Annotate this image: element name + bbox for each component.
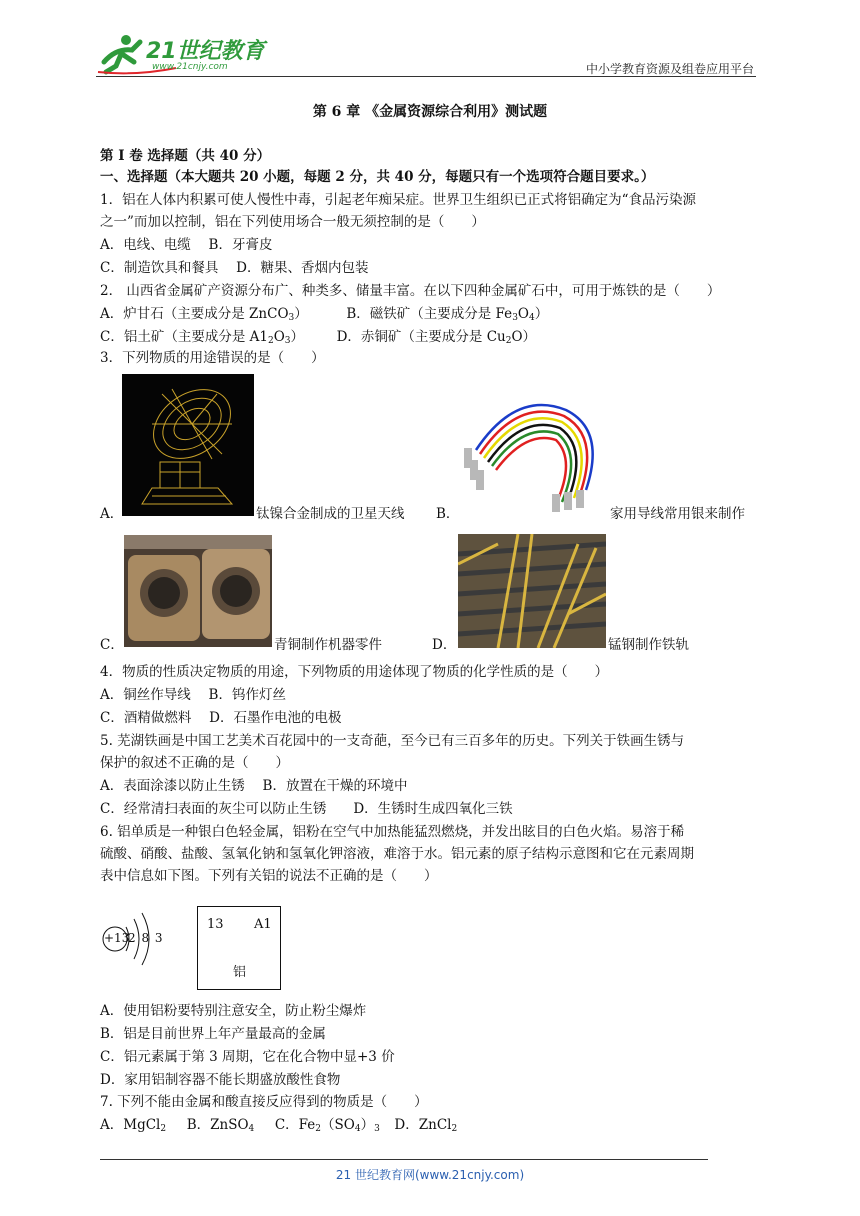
q2-stem: 2． 山西省金属矿产资源分布广、种类多、储量丰富。在以下四种金属矿石中，可用于炼铁的是（ ） [100,283,721,299]
q6-stem-line2: 硫酸、硝酸、盐酸、氢氧化钠和氢氧化钾溶液，难溶于水。铝元素的原子结构示意图和它在元素周期 [100,846,694,862]
q7-options: A．MgCl$_2$ B．ZnSO$_4$ C．$Fe_2(SO_4)_3$ D．ZnCl$_2$ [100,1117,458,1134]
q3-b-label: B． [436,506,460,522]
q5-options-ab: A．表面涂漆以防止生锈 B．放置在干燥的环境中 [100,778,408,794]
q6-option-d: D．家用铝制容器不能长期盛放酸性食物 [100,1072,341,1088]
q3-d-label: D． [432,637,457,653]
q2-options-cd: C．铝土矿（主要成分是 $A1_2O_3$） D．赤铜矿（主要成分是 $Cu_2O$） [100,329,537,346]
site-logo [96,32,266,76]
q3-a-label: A． [100,506,124,522]
q3-c-label: C． [100,637,124,653]
electron-shells: 2 8 3 [128,931,163,945]
logo-text: 21世纪教育 [146,39,265,64]
q1-options-ab: A．电线、电缆 B．牙膏皮 [100,237,273,253]
periodic-table-cell [197,906,281,990]
nucleus-charge: +13 [104,931,130,945]
q6-option-c: C．铝元素属于第 3 周期，它在化合物中显+3 价 [100,1049,395,1065]
section-heading: 第 I 卷 选择题（共 40 分） [100,148,271,164]
q3-b-text: 家用导线常用银来制作 [610,506,745,522]
atomic-number: 13 [207,917,224,932]
q4-options-ab: A．铜丝作导线 B．钨作灯丝 [100,687,286,703]
element-symbol: A1 [254,917,272,932]
q6-option-b: B．铝是目前世界上年产量最高的金属 [100,1026,326,1042]
colored-wires-image [456,390,608,516]
q5-options-cd: C．经常清扫表面的灰尘可以防止生锈 D．生锈时生成四氧化三铁 [100,801,513,817]
q3-d-text: 锰钢制作铁轨 [608,637,689,653]
manganese-steel-rails-image [458,534,606,648]
q7-stem: 7. 下列不能由金属和酸直接反应得到的物质是（ ） [100,1094,428,1110]
header-divider [96,76,756,77]
platform-name: 中小学教育资源及组卷应用平台 [585,62,754,76]
element-name: 铝 [233,965,247,980]
q5-stem-line2: 保护的叙述不正确的是（ ） [100,755,289,771]
bronze-machine-parts-image [124,535,272,647]
footer-link[interactable]: 21 世纪教育网(www.21cnjy.com) [335,1168,525,1182]
part-heading: 一、选择题（本大题共 20 小题，每题 2 分，共 40 分，每题只有一个选项符合题目要求。） [100,169,655,185]
q1-options-cd: C．制造饮具和餐具 D．糖果、香烟内包装 [100,260,369,276]
footer-divider [100,1159,708,1160]
q4-options-cd: C．酒精做燃料 D．石墨作电池的电极 [100,710,342,726]
q3-c-text: 青铜制作机器零件 [274,637,382,653]
q3-stem: 3．下列物质的用途错误的是（ ） [100,350,325,366]
q2-options-ab: A．炉甘石（主要成分是 ZnCO$_3$） B．磁铁矿（主要成分是 $Fe_3O_4$） [100,306,549,323]
q1-stem-line1: 1．铝在人体内积累可使人慢性中毒，引起老年痴呆症。世界卫生组织已正式将铝确定为“食品污染源 [100,192,696,208]
atom-structure-diagram [100,905,170,975]
page-title: 第 6 章 《金属资源综合利用》测试题 [312,104,548,120]
q4-stem: 4．物质的性质决定物质的用途，下列物质的用途体现了物质的化学性质的是（ ） [100,664,609,680]
q5-stem-line1: 5. 芜湖铁画是中国工艺美术百花园中的一支奇葩，至今已有三百多年的历史。下列关于铁画生锈与 [100,733,685,749]
q6-option-a: A．使用铝粉要特别注意安全，防止粉尘爆炸 [100,1003,367,1019]
logo-url: www.21cnjy.com [152,62,228,72]
q6-stem-line1: 6. 铝单质是一种银白色轻金属，铝粉在空气中加热能猛烈燃烧，并发出眩目的白色火焰。易溶于稀 [100,824,685,840]
q6-stem-line3: 表中信息如下图。下列有关铝的说法不正确的是（ ） [100,868,438,884]
satellite-antenna-image [122,374,254,516]
q3-a-text: 钛镍合金制成的卫星天线 [256,506,405,522]
q1-stem-line2: 之一”而加以控制，铝在下列使用场合一般无须控制的是（ ） [100,214,485,230]
